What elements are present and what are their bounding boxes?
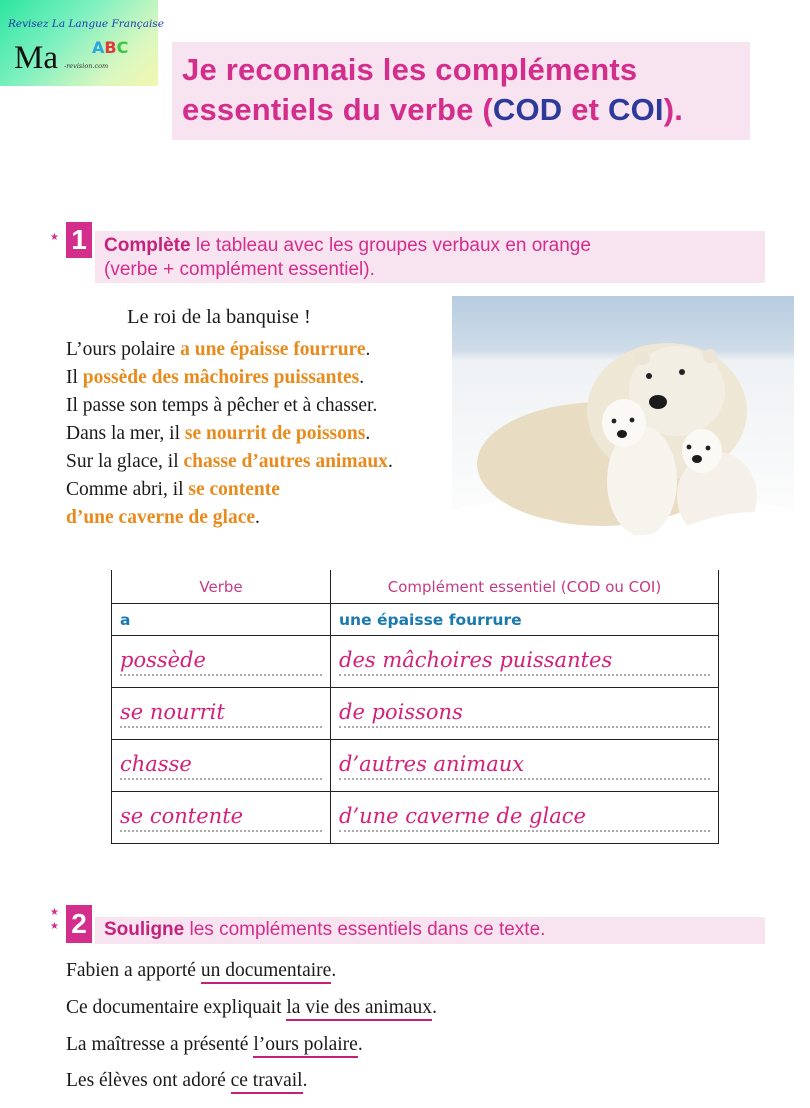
logo-brand: Ma	[14, 40, 58, 76]
table-example-row	[112, 604, 719, 636]
underlined-complement: l’ours polaire	[253, 1034, 358, 1058]
exercise-2-number: 2	[66, 905, 92, 943]
example-verbe: a	[112, 604, 331, 636]
story-line: L’ours polaire a une épaisse fourrure.	[66, 339, 371, 360]
answer-complement-cell[interactable]: d’autres animaux	[331, 740, 719, 792]
story-line: Sur la glace, il chasse d’autres animaux.	[66, 451, 393, 472]
sentence: Ce documentaire expliquait la vie des animaux.	[66, 997, 437, 1019]
page-title: Je reconnais les compléments essentiels du verbe (COD et COI).	[182, 52, 684, 127]
sentence: La maîtresse a présenté l’ours polaire.	[66, 1034, 363, 1056]
sentence: Fabien a apporté un documentaire.	[66, 960, 336, 982]
underlined-complement: ce travail	[231, 1070, 303, 1094]
answer-complement-cell[interactable]: de poissons	[331, 688, 719, 740]
table-row	[112, 792, 719, 844]
logo-tagline: Revisez La Langue Française	[8, 18, 164, 30]
difficulty-star-icon: ★	[50, 921, 59, 932]
story-line: Il passe son temps à pêcher et à chasser.	[66, 395, 378, 416]
exercise-1-instruction: Complète le tableau avec les groupes verbaux en orange (verbe + complément essentiel).	[104, 235, 591, 280]
page-title-box	[172, 42, 750, 140]
example-complement: une épaisse fourrure	[331, 604, 719, 636]
column-header-complement: Complément essentiel (COD ou COI)	[331, 570, 719, 604]
answer-verbe-cell[interactable]: possède	[112, 636, 331, 688]
polar-bear-illustration	[452, 296, 794, 544]
story-line: Dans la mer, il se nourrit de poissons.	[66, 423, 371, 444]
story-line: Comme abri, il se contente	[66, 479, 280, 500]
answer-verbe-cell[interactable]: se contente	[112, 792, 331, 844]
story-line: Il possède des mâchoires puissantes.	[66, 367, 365, 388]
story-title: Le roi de la banquise !	[127, 306, 311, 328]
answer-complement-cell[interactable]: d’une caverne de glace	[331, 792, 719, 844]
answer-complement-cell[interactable]: des mâchoires puissantes	[331, 636, 719, 688]
exercise-2-instruction: Souligne les compléments essentiels dans ce texte.	[104, 919, 546, 940]
sentence: Les élèves ont adoré ce travail.	[66, 1070, 307, 1092]
logo-domain: -revision.com	[64, 62, 109, 70]
column-header-verbe: Verbe	[112, 570, 331, 604]
answer-verbe-cell[interactable]: se nourrit	[112, 688, 331, 740]
underlined-complement: un documentaire	[201, 960, 332, 984]
story-line: d’une caverne de glace.	[66, 507, 260, 528]
site-logo	[0, 0, 164, 86]
answer-table	[111, 570, 719, 844]
difficulty-star-icon: ★	[50, 907, 59, 918]
polar-bear-photo	[452, 296, 794, 544]
abc-icon: ABC	[92, 38, 129, 57]
table-row	[112, 688, 719, 740]
exercise-1-number: 1	[66, 222, 92, 258]
table-row	[112, 636, 719, 688]
difficulty-star-icon: ★	[50, 232, 59, 243]
table-header-row	[112, 570, 719, 604]
underlined-complement: la vie des animaux	[286, 997, 432, 1021]
table-row	[112, 740, 719, 792]
answer-verbe-cell[interactable]: chasse	[112, 740, 331, 792]
